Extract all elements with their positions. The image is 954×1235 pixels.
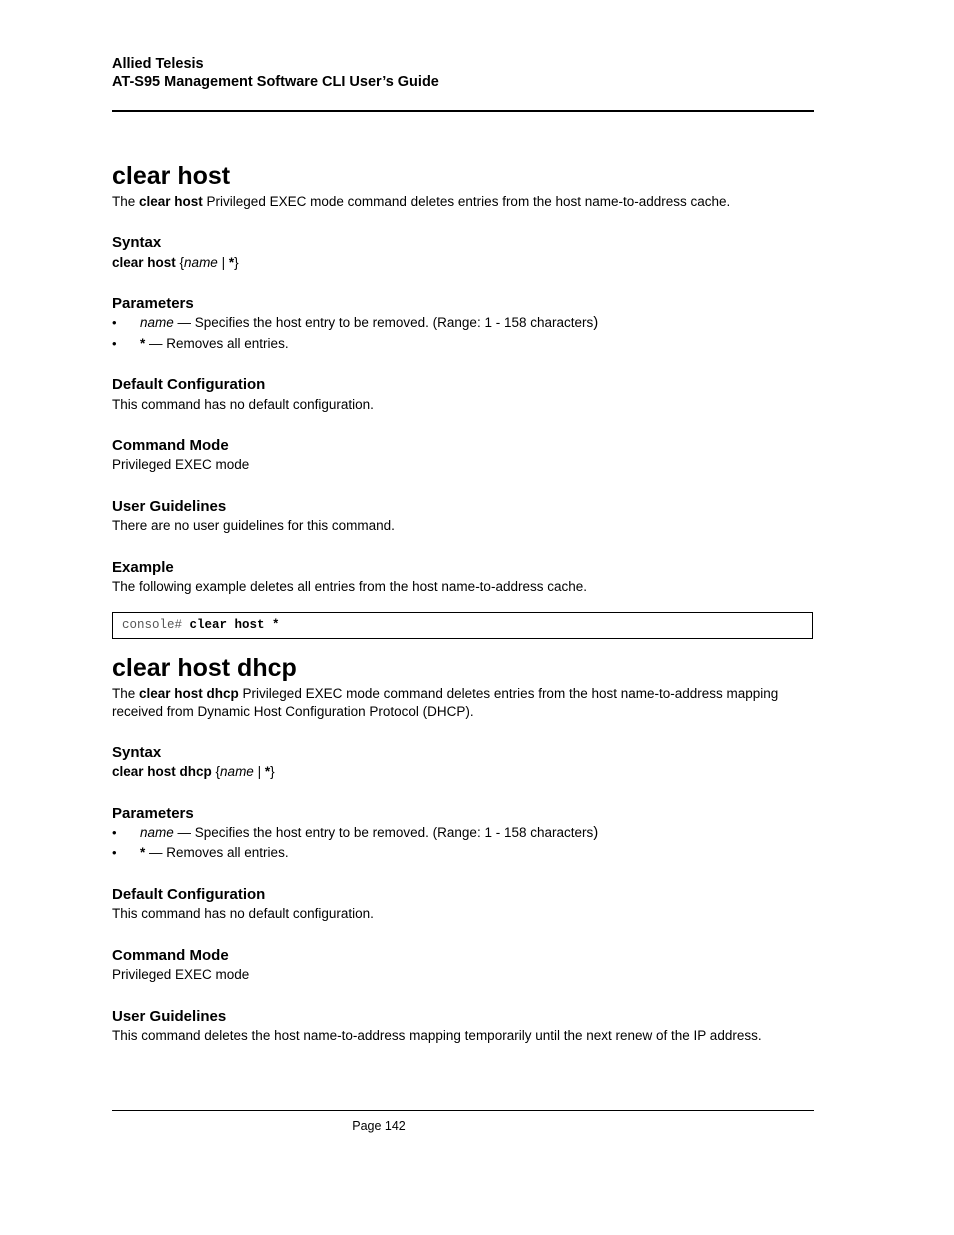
intro-suffix: Privileged EXEC mode command deletes entries from the host name-to-address mapping [238, 686, 779, 701]
header-rule [112, 110, 814, 112]
bullet-icon: • [112, 336, 117, 351]
param-desc: — Specifies the host entry to be removed. (Range: 1 - 158 characters [173, 315, 594, 330]
syntax-line [112, 254, 239, 272]
syntax-command: clear host dhcp [112, 764, 212, 779]
parameters-heading: Parameters [112, 295, 194, 312]
intro-prefix: The [112, 194, 140, 209]
section2-intro [112, 685, 778, 703]
running-header [112, 55, 439, 91]
list-item-text [140, 844, 289, 862]
param-desc: — Removes all entries. [145, 336, 289, 351]
footer-rule [112, 1110, 814, 1111]
user-guidelines-heading: User Guidelines [112, 1008, 227, 1025]
param-star: * [140, 845, 146, 860]
syntax-star: * [228, 255, 235, 270]
syntax-line [112, 763, 275, 781]
param-name: name [140, 825, 174, 840]
syntax-separator: | [253, 764, 265, 779]
param-desc: — Specifies the host entry to be removed. (Range: 1 - 158 characters [173, 825, 594, 840]
header-company: Allied Telesis [112, 56, 204, 72]
syntax-star: * [264, 764, 271, 779]
syntax-command: clear host [112, 255, 176, 270]
syntax-heading: Syntax [112, 234, 162, 251]
user-guidelines-heading: User Guidelines [112, 498, 227, 515]
parameters-heading: Parameters [112, 805, 194, 822]
example-heading: Example [112, 559, 174, 576]
intro-command: clear host [139, 194, 203, 209]
syntax-open: { [211, 764, 221, 779]
user-guidelines-text: There are no user guidelines for this command. [112, 518, 395, 533]
code-line [122, 617, 280, 633]
param-name: name [140, 315, 174, 330]
command-mode-heading: Command Mode [112, 947, 229, 964]
code-prompt: console# [122, 618, 183, 632]
param-desc: — Removes all entries. [145, 845, 289, 860]
user-guidelines-text: This command deletes the host name-to-address mapping temporarily until the next renew of the IP address. [112, 1028, 762, 1043]
param-close: ) [593, 314, 599, 331]
code-command: clear host * [182, 618, 280, 632]
section-title-clear-host: clear host [112, 162, 231, 190]
section1-intro [112, 193, 730, 211]
bullet-icon: • [112, 825, 117, 840]
syntax-name: name [220, 764, 254, 779]
list-item-text [140, 314, 598, 332]
intro-prefix: The [112, 686, 140, 701]
default-config-heading: Default Configuration [112, 376, 266, 393]
code-example-box [112, 612, 813, 639]
syntax-name: name [184, 255, 218, 270]
syntax-separator: | [217, 255, 229, 270]
command-mode-text: Privileged EXEC mode [112, 457, 250, 472]
syntax-heading: Syntax [112, 744, 162, 761]
param-close: ) [593, 824, 599, 841]
intro-command: clear host dhcp [139, 686, 239, 701]
section-title-clear-host-dhcp: clear host dhcp [112, 654, 297, 682]
param-star: * [140, 336, 146, 351]
syntax-open: { [175, 255, 185, 270]
syntax-close: } [270, 764, 275, 779]
default-config-text: This command has no default configuration. [112, 397, 374, 412]
default-config-text: This command has no default configuration. [112, 906, 374, 921]
list-item-text [140, 335, 289, 353]
syntax-close: } [234, 255, 239, 270]
example-text: The following example deletes all entries from the host name-to-address cache. [112, 579, 587, 594]
bullet-icon: • [112, 315, 117, 330]
section2-intro-line2: received from Dynamic Host Configuration Protocol (DHCP). [112, 704, 474, 719]
intro-suffix: Privileged EXEC mode command deletes entries from the host name-to-address cache. [202, 194, 731, 209]
command-mode-heading: Command Mode [112, 437, 229, 454]
header-guide-title: AT-S95 Management Software CLI User’s Guide [112, 74, 439, 90]
list-item-text [140, 824, 598, 842]
default-config-heading: Default Configuration [112, 886, 266, 903]
bullet-icon: • [112, 845, 117, 860]
command-mode-text: Privileged EXEC mode [112, 967, 250, 982]
page-number: Page 142 [352, 1119, 406, 1133]
